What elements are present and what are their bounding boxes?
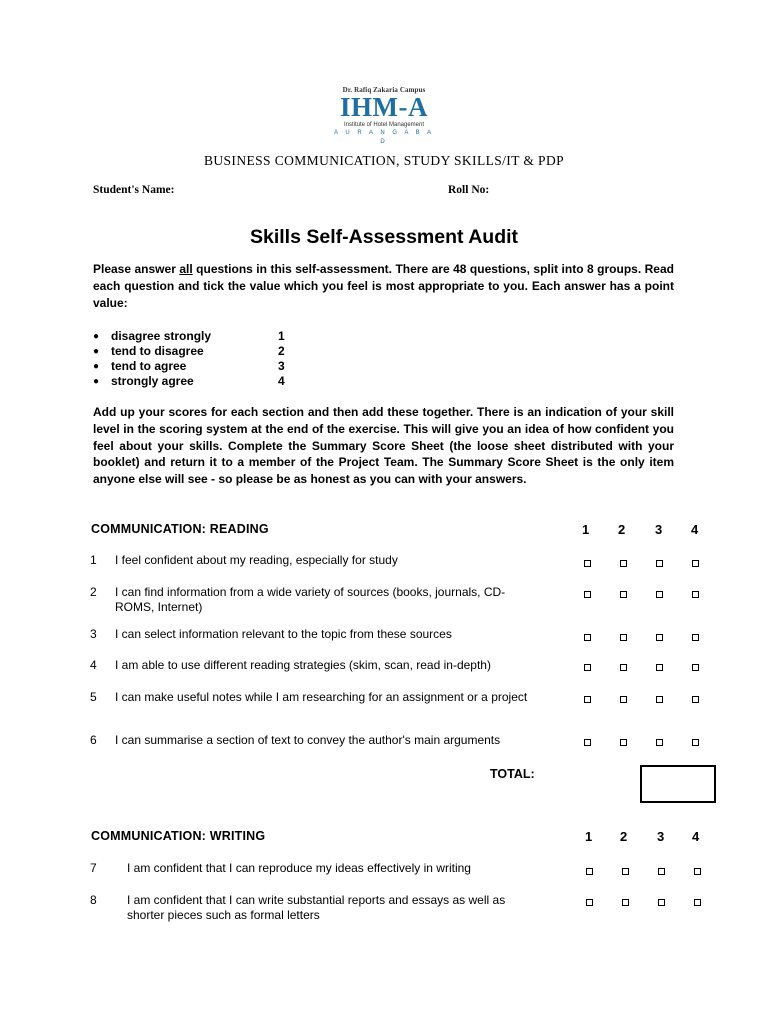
- scale-value: 2: [278, 344, 285, 358]
- scale-item: [93, 359, 393, 374]
- reading-total-box[interactable]: [640, 765, 716, 803]
- answer-checkbox[interactable]: [694, 899, 701, 906]
- scale-item: [93, 344, 393, 359]
- answer-checkbox[interactable]: [584, 634, 591, 641]
- reading-scale-header: 1: [582, 522, 590, 537]
- answer-checkbox[interactable]: [692, 591, 699, 598]
- question-number: 7: [90, 861, 97, 875]
- answer-checkbox[interactable]: [620, 664, 627, 671]
- answer-checkbox[interactable]: [692, 739, 699, 746]
- bullet-icon: ●: [93, 361, 100, 372]
- answer-checkbox[interactable]: [692, 634, 699, 641]
- scale-label: disagree strongly: [111, 329, 212, 343]
- answer-checkbox[interactable]: [656, 560, 663, 567]
- question-number: 1: [90, 553, 97, 567]
- institute-logo: [332, 86, 436, 147]
- answer-checkbox[interactable]: [622, 868, 629, 875]
- answer-checkbox[interactable]: [656, 634, 663, 641]
- question-text: I am confident that I can reproduce my ideas effectively in writing: [127, 861, 471, 875]
- scale-value: 4: [278, 374, 285, 388]
- logo-mark: IHM-A: [340, 92, 428, 122]
- answer-checkbox[interactable]: [584, 739, 591, 746]
- answer-checkbox[interactable]: [584, 696, 591, 703]
- answer-checkbox[interactable]: [656, 664, 663, 671]
- intro-text-end: questions in this self-assessment. There are 48 questions, split into 8 groups. Read each question and tick the value which you feel is most appropriate to you. Each answer has a point value:: [93, 262, 674, 310]
- reading-scale-header: 2: [618, 522, 626, 537]
- question-number: 2: [90, 585, 97, 599]
- question-text: I feel confident about my reading, especially for study: [115, 553, 398, 567]
- intro-emphasis: all: [179, 262, 193, 276]
- question-text: I can select information relevant to the topic from these sources: [115, 627, 452, 641]
- question-number: 4: [90, 658, 97, 672]
- roll-no-label: Roll No:: [448, 184, 490, 196]
- logo-campus: Dr. Rafiq Zakaria Campus: [342, 86, 426, 94]
- scale-item: [93, 329, 393, 344]
- instructions-paragraph: Add up your scores for each section and then add these together. There is an indication of your skill level in the scoring system at the end of the exercise. This will give you an idea of how confident you feel about your skills. Complete the Summary Score Sheet (the loose sheet distributed with your booklet) and return it to a member of the Project Team. The Summary Score Sheet is the only item anyone else will see - so please be as honest as you can with your answers.: [93, 405, 674, 487]
- writing-section-title: COMMUNICATION: WRITING: [91, 829, 266, 843]
- question-text: I am confident that I can write substantial reports and essays as well as shorter pieces such as formal letters: [127, 893, 506, 922]
- scale-label: tend to disagree: [111, 344, 204, 358]
- bullet-icon: ●: [93, 376, 100, 387]
- page-title: Skills Self-Assessment Audit: [249, 226, 519, 248]
- scale-value: 1: [278, 329, 285, 343]
- question-number: 5: [90, 690, 97, 704]
- bullet-icon: ●: [93, 346, 100, 357]
- scale-label: strongly agree: [111, 374, 194, 388]
- answer-checkbox[interactable]: [656, 591, 663, 598]
- student-name-label: Student's Name:: [93, 184, 175, 196]
- reading-total-label: TOTAL:: [490, 767, 535, 781]
- answer-checkbox[interactable]: [620, 739, 627, 746]
- answer-checkbox[interactable]: [620, 591, 627, 598]
- writing-scale-header: 3: [657, 829, 665, 844]
- answer-checkbox[interactable]: [656, 739, 663, 746]
- answer-checkbox[interactable]: [584, 664, 591, 671]
- question-number: 8: [90, 893, 97, 907]
- scale-value: 3: [278, 359, 285, 373]
- answer-checkbox[interactable]: [694, 868, 701, 875]
- question-text: I can make useful notes while I am researching for an assignment or a project: [115, 690, 528, 704]
- writing-scale-header: 2: [620, 829, 628, 844]
- answer-checkbox[interactable]: [692, 664, 699, 671]
- reading-scale-header: 4: [691, 522, 699, 537]
- bullet-icon: ●: [93, 331, 100, 342]
- question-text: I am able to use different reading strategies (skim, scan, read in-depth): [115, 658, 491, 672]
- answer-checkbox[interactable]: [584, 591, 591, 598]
- answer-checkbox[interactable]: [622, 899, 629, 906]
- answer-checkbox[interactable]: [586, 868, 593, 875]
- answer-checkbox[interactable]: [658, 899, 665, 906]
- question-text: I can summarise a section of text to convey the author's main arguments: [115, 733, 501, 747]
- question-text: I can find information from a wide variety of sources (books, journals, CD-ROMS, Internet): [115, 585, 506, 614]
- answer-checkbox[interactable]: [692, 696, 699, 703]
- logo-city: A U R A N G A B A D: [333, 130, 435, 145]
- intro-paragraph: [93, 261, 674, 311]
- answer-checkbox[interactable]: [620, 560, 627, 567]
- logo-institute: Institute of Hotel Management: [343, 122, 425, 128]
- intro-text-start: Please answer: [93, 262, 180, 276]
- answer-checkbox[interactable]: [620, 696, 627, 703]
- question-number: 3: [90, 627, 97, 641]
- answer-checkbox[interactable]: [620, 634, 627, 641]
- course-title: BUSINESS COMMUNICATION, STUDY SKILLS/IT & PDP: [203, 153, 565, 168]
- writing-scale-header: 4: [692, 829, 700, 844]
- answer-checkbox[interactable]: [584, 560, 591, 567]
- question-number: 6: [90, 733, 97, 747]
- answer-checkbox[interactable]: [656, 696, 663, 703]
- answer-checkbox[interactable]: [586, 899, 593, 906]
- scale-label: tend to agree: [111, 359, 187, 373]
- scale-item: [93, 374, 393, 389]
- answer-checkbox[interactable]: [692, 560, 699, 567]
- scale-list: [93, 329, 393, 389]
- answer-checkbox[interactable]: [658, 868, 665, 875]
- reading-scale-header: 3: [655, 522, 663, 537]
- writing-scale-header: 1: [585, 829, 593, 844]
- reading-section-title: COMMUNICATION: READING: [91, 522, 269, 536]
